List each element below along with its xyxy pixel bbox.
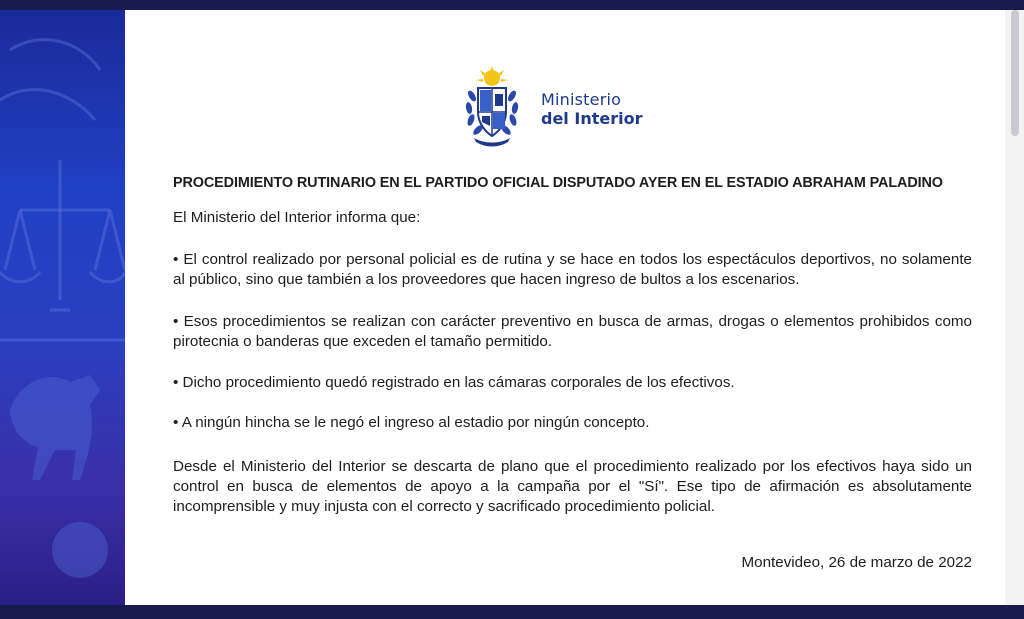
bullet-paragraph-2: • Esos procedimientos se realizan con carácter preventivo en busca de armas, drogas o elementos prohibidos como pirotecnia o banderas que exceden el tamaño permitido.: [173, 313, 972, 350]
top-frame-bar: [0, 0, 1024, 10]
bottom-frame-bar: [0, 605, 1024, 619]
closing-paragraph: Desde el Ministerio del Interior se descarta de plano que el procedimiento realizado por los efectivos haya sido un control en busca de elementos de apoyo a la campaña por el "Sí". Ese tipo de afirmación es absolutamente incomprensible y muy injusta con el correcto y sacrificado procedimiento policial.: [173, 458, 972, 515]
document-title: PROCEDIMIENTO RUTINARIO EN EL PARTIDO OFICIAL DISPUTADO AYER EN EL ESTADIO ABRAHAM PALADINO: [173, 175, 943, 191]
logo-text-del-interior: del Interior: [541, 109, 643, 128]
bullet-paragraph-1: • El control realizado por personal policial es de rutina y se hace en todos los espectáculos deportivos, no solamente al público, sino que también a los proveedores que hacen ingreso de bultos a los escenarios.: [173, 251, 972, 288]
coat-of-arms-watermark-icon: [0, 10, 125, 605]
intro-paragraph: El Ministerio del Interior informa que:: [173, 209, 421, 226]
bullet-paragraph-4: • A ningún hincha se le negó el ingreso al estadio por ningún concepto.: [173, 414, 650, 431]
bullet-paragraph-3: • Dicho procedimiento quedó registrado en las cámaras corporales de los efectivos.: [173, 374, 735, 391]
press-release-document: [125, 10, 1005, 605]
scrollbar-thumb[interactable]: [1011, 10, 1019, 136]
decorative-side-panel: [0, 10, 125, 605]
logo-text-ministerio: Ministerio: [541, 90, 622, 109]
signoff-date: Montevideo, 26 de marzo de 2022: [741, 554, 972, 571]
